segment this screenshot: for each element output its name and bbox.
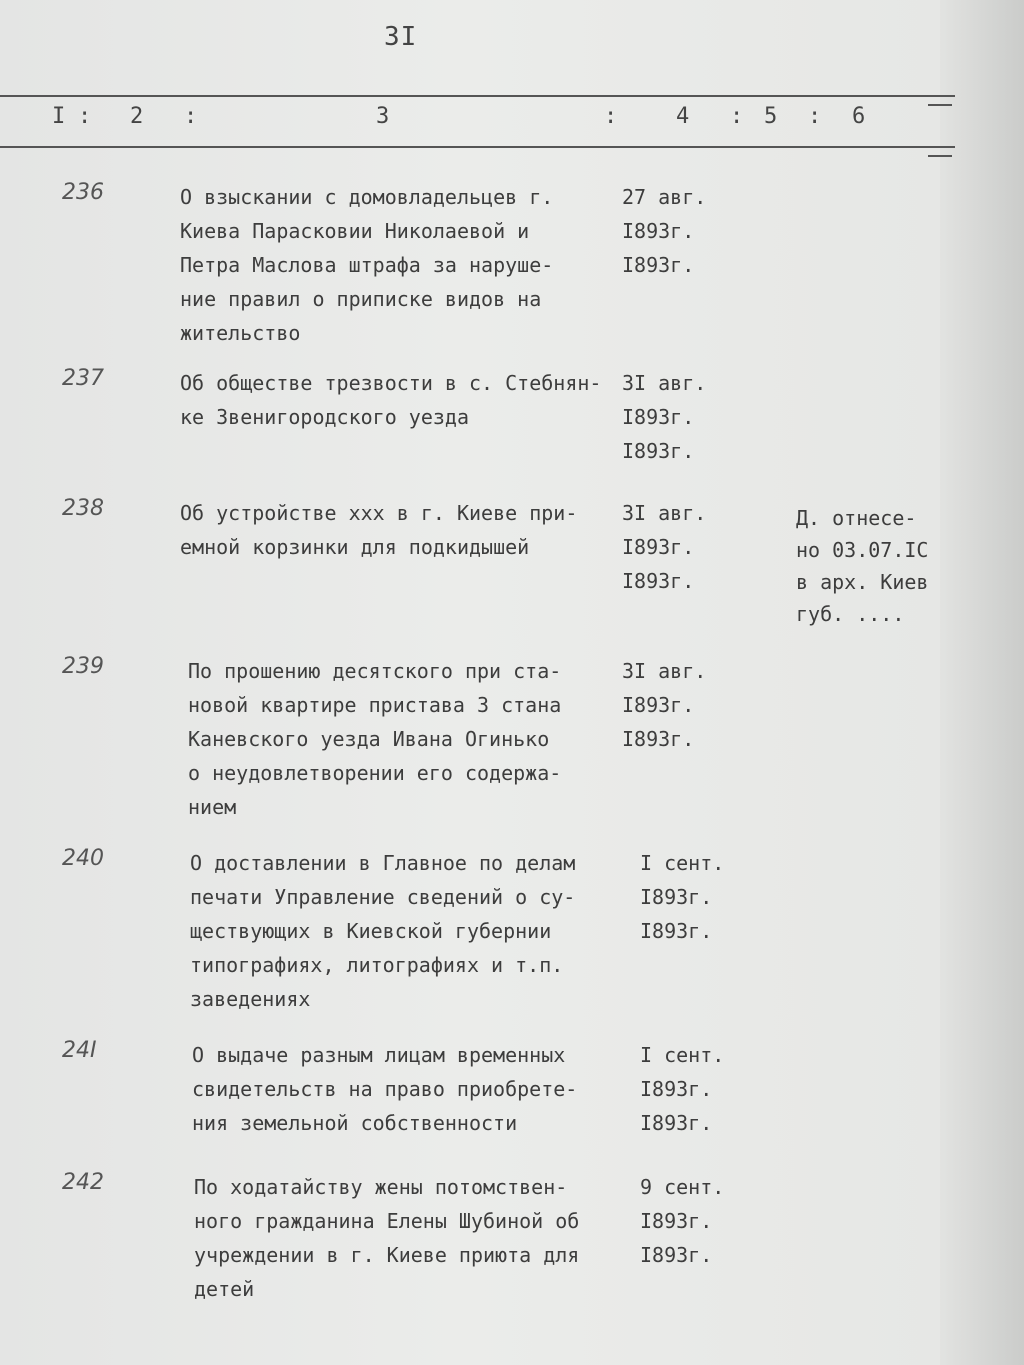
entry-content: О взыскании с домовладельцев г. Киева Парасковии Николаевой и Петра Маслова штрафа за наруше- ние правил о приписке видов на жительство	[180, 185, 554, 345]
entry-dates: I сент. I893г. I893г.	[640, 1043, 725, 1135]
header-rule-bottom	[0, 146, 955, 148]
entry-content: По ходатайству жены потомствен- ного гражданина Елены Шубиной об учреждении в г. Киеве приюта для детей	[194, 1175, 580, 1301]
column-header-4: 4	[676, 104, 690, 129]
entry-number: 240	[62, 846, 104, 871]
page-number: 3I	[384, 22, 418, 52]
entry-content: Об обществе трезвости в с. Стебнян- ке Звенигородского уезда	[180, 371, 602, 429]
column-separator: :	[730, 104, 744, 129]
column-header-1: I	[52, 104, 66, 129]
entry-dates: 9 сент. I893г. I893г.	[640, 1175, 725, 1267]
column-separator: :	[604, 104, 618, 129]
column-header-3: 3	[376, 104, 390, 129]
entry-content: По прошению десятского при ста- новой квартире пристава 3 стана Каневского уезда Ивана Огинько о неудовлетворении его содержа- нием	[188, 659, 562, 819]
column-separator: :	[78, 104, 92, 129]
entry-dates: 3I авг. I893г. I893г.	[622, 659, 707, 751]
entry-note: Д. отнесе- но 03.07.IC в арх. Киев губ. ....	[796, 506, 929, 626]
entry-number: 238	[62, 496, 104, 521]
entry-number: 236	[62, 180, 104, 205]
column-header-5: 5	[764, 104, 778, 129]
column-separator: :	[184, 104, 198, 129]
entry-number: 24I	[62, 1038, 97, 1063]
entry-number: 237	[62, 366, 104, 391]
header-rule-top	[0, 95, 955, 97]
entry-dates: I сент. I893г. I893г.	[640, 851, 725, 943]
entry-dates: 27 авг. I893г. I893г.	[622, 185, 707, 277]
page-edge-shadow	[940, 0, 1024, 1365]
entry-number: 242	[62, 1170, 104, 1195]
entry-content: О выдаче разным лицам временных свидетельств на право приобрете- ния земельной собственности	[192, 1043, 578, 1135]
entry-dates: 3I авг. I893г. I893г.	[622, 371, 707, 463]
column-header-2: 2	[130, 104, 144, 129]
entry-content: Об устройстве ххх в г. Киеве при- емной корзинки для подкидышей	[180, 501, 578, 559]
entry-dates: 3I авг. I893г. I893г.	[622, 501, 707, 593]
entry-content: О доставлении в Главное по делам печати Управление сведений о су- ществующих в Киевской губернии типографиях, литографиях и т.п. заведениях	[190, 851, 576, 1011]
column-header-6: 6	[852, 104, 866, 129]
rule-tick	[928, 104, 952, 106]
rule-tick	[928, 155, 952, 157]
column-separator: :	[808, 104, 822, 129]
entry-number: 239	[62, 654, 104, 679]
